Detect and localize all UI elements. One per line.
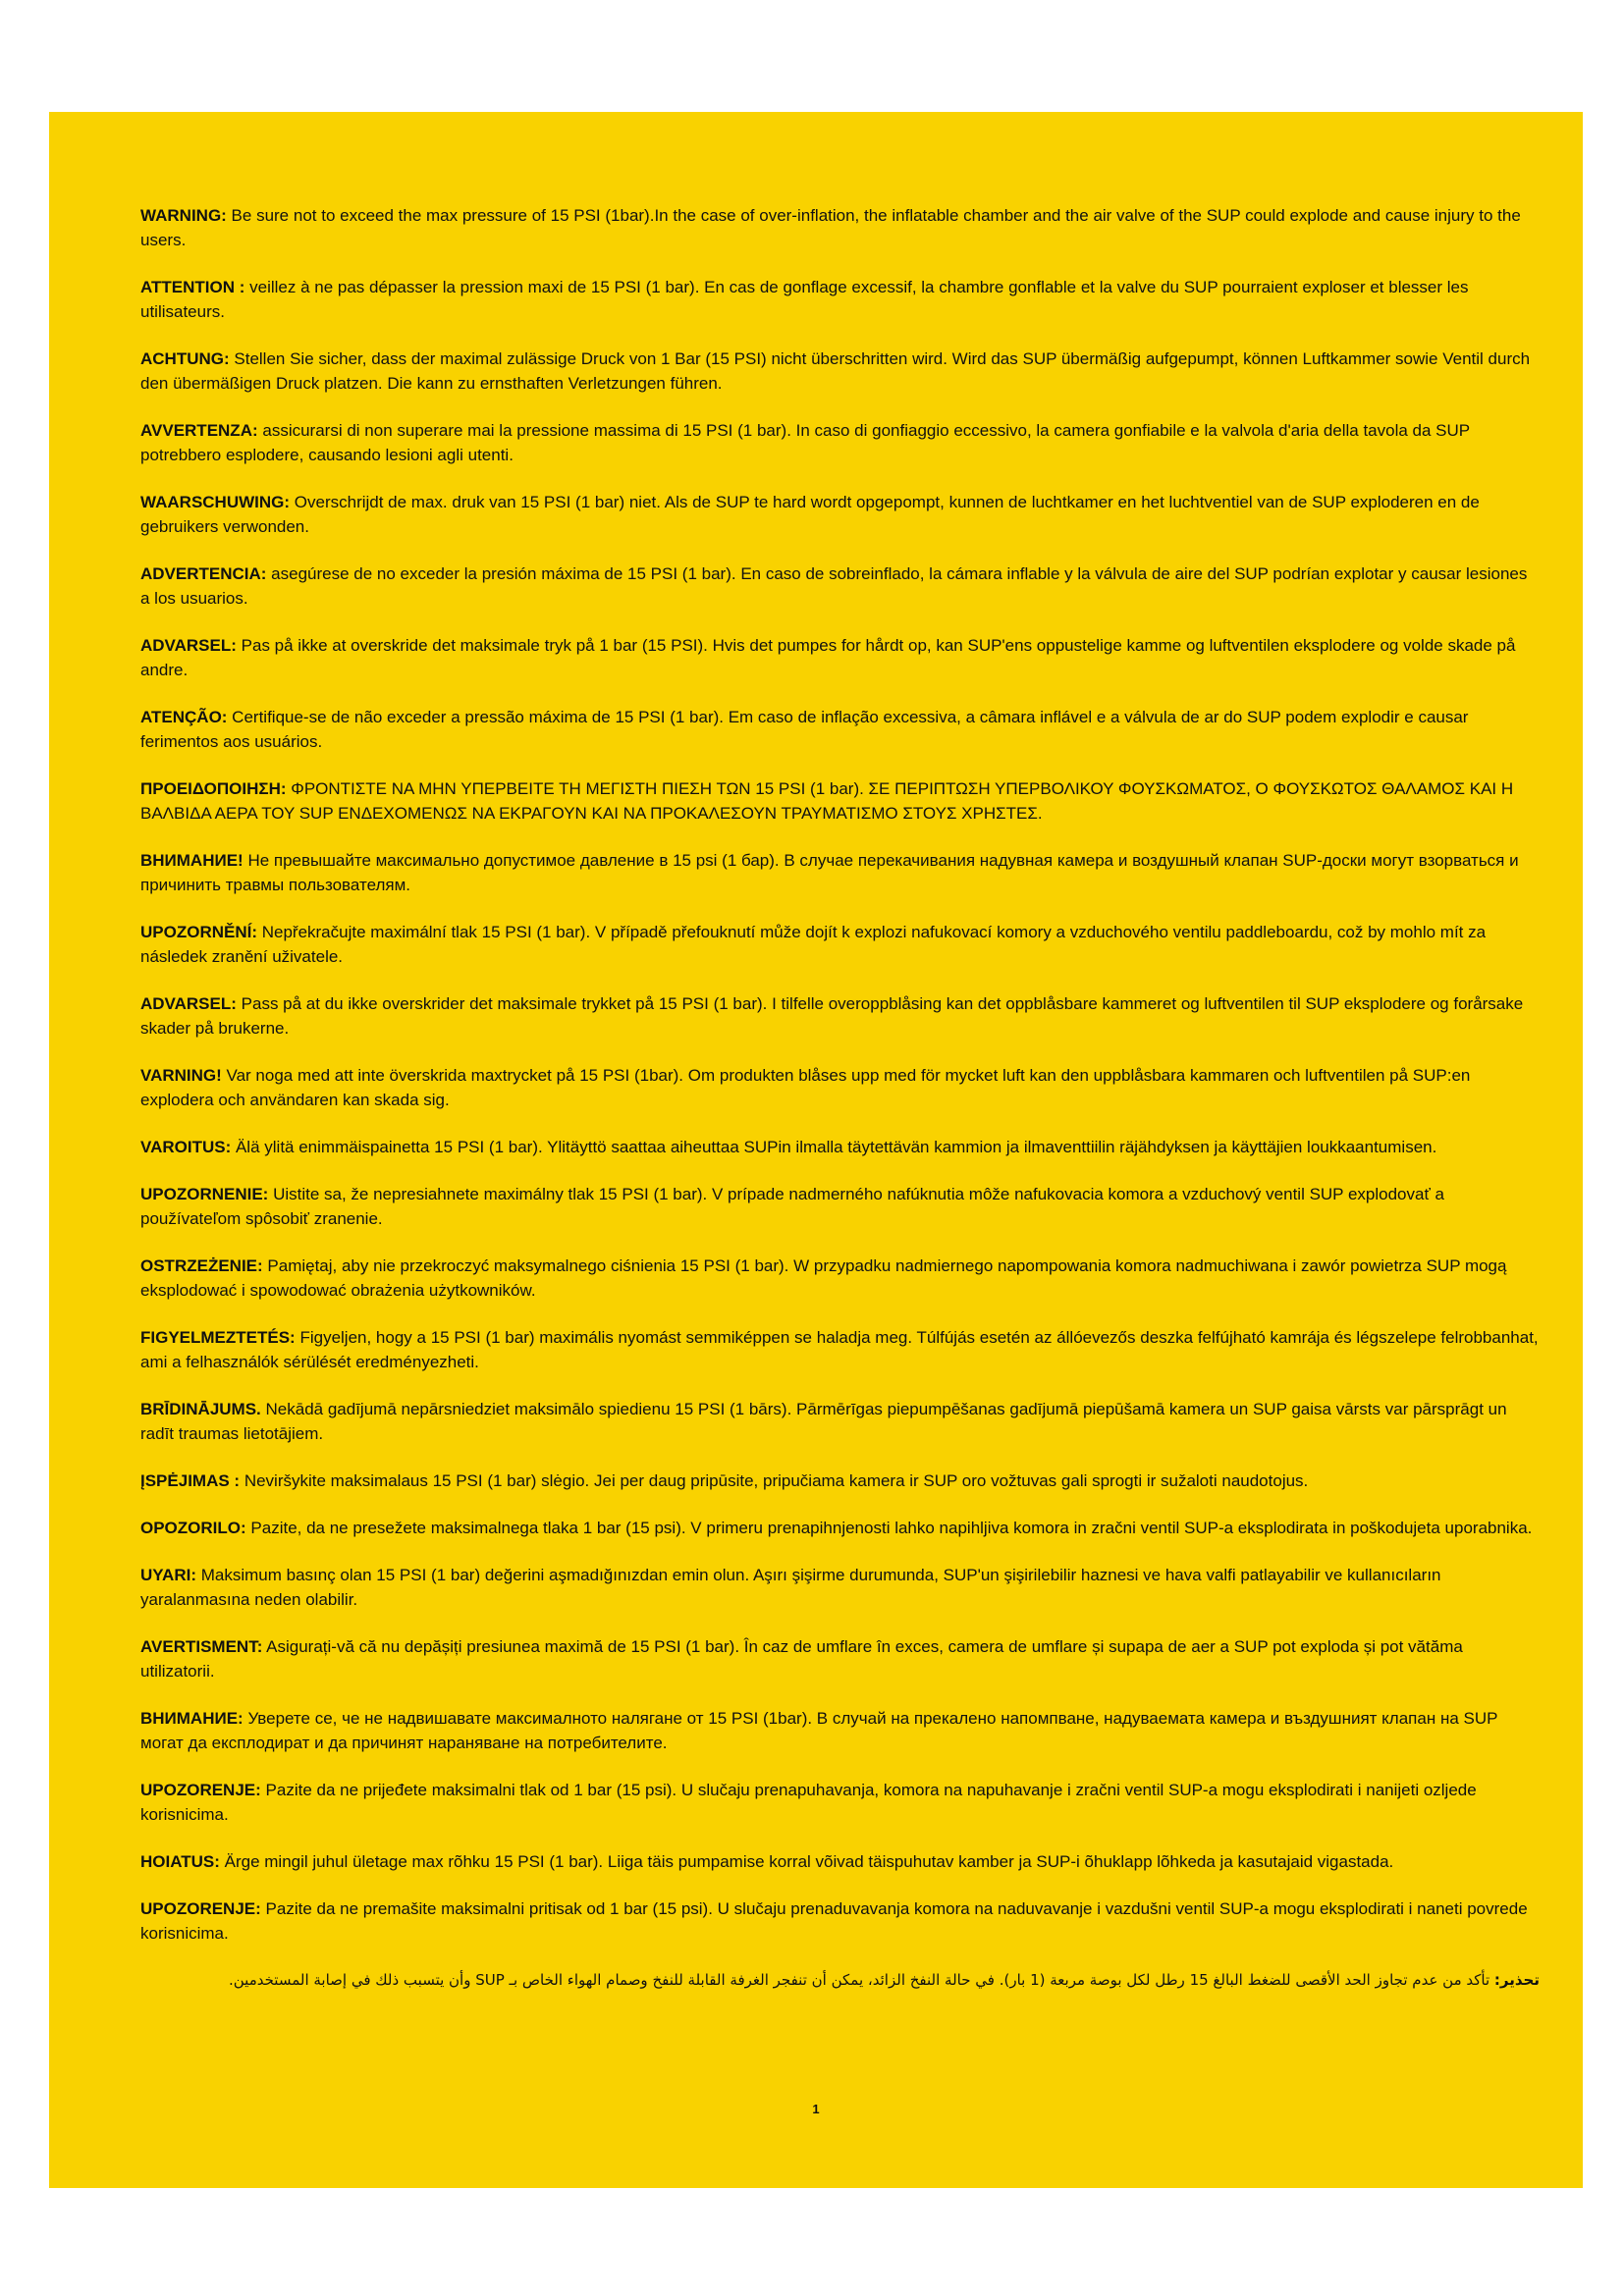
warning-text: Certifique-se de não exceder a pressão máxima de 15 PSI (1 bar). Em caso de inflação excessiva, a câmara inflável e a válvula de ar do SUP podem explodir e causar ferimentos aos usuários. — [140, 708, 1469, 751]
yellow-page-panel — [49, 112, 1583, 2188]
warning-text: Overschrijdt de max. druk van 15 PSI (1 bar) niet. Als de SUP te hard wordt opgepompt, kunnen de luchtkamer en het luchtventiel van de SUP exploderen en de gebruikers verwonden. — [140, 493, 1480, 536]
warning-et — [140, 1849, 1540, 1874]
warning-text: Asigurați-vă că nu depășiți presiunea maximă de 15 PSI (1 bar). În caz de umflare în exces, camera de umflare și supapa de aer a SUP pot exploda și pot vătăma utilizatorii. — [140, 1637, 1463, 1681]
warning-text: Pass på at du ikke overskrider det maksimale trykket på 15 PSI (1 bar). I tilfelle overoppblåsing kan det oppblåsbare kammeret og luftventilen til SUP eksplodere og forårsake skader på brukerne. — [140, 994, 1524, 1038]
warning-da — [140, 633, 1540, 682]
warning-cs — [140, 920, 1540, 969]
warning-text: Uistite sa, že nepresiahnete maximálny tlak 15 PSI (1 bar). V prípade nadmerného nafúknutia môže nafukovacia komora a vzduchový ventil SUP explodovať a používateľom spôsobiť zranenie. — [140, 1185, 1444, 1228]
warning-text: Pazite, da ne presežete maksimalnega tlaka 1 bar (15 psi). V primeru prenapihnjenosti lahko napihljiva komora in zračni ventil SUP-a eksplodirata in poškodujeta uporabnika. — [245, 1519, 1533, 1537]
warning-text: assicurarsi di non superare mai la pressione massima di 15 PSI (1 bar). In caso di gonfiaggio eccessivo, la camera gonfiabile e la valvola d'aria della tavola da SUP potrebbero esplodere, causando lesioni agli utenti. — [140, 421, 1470, 464]
warning-heading: تحذير: — [1493, 1971, 1540, 1989]
warning-fi — [140, 1135, 1540, 1159]
warning-text: Var noga med att inte överskrida maxtrycket på 15 PSI (1bar). Om produkten blåses upp med för mycket luft kan den uppblåsbara kammaren och luftventilen på SUP:en explodera och användaren kan skada sig. — [140, 1066, 1471, 1109]
warning-heading: ADVARSEL: — [140, 994, 237, 1013]
warning-el — [140, 776, 1540, 826]
warning-text: ΦΡΟΝΤΙΣΤΕ ΝΑ ΜΗΝ ΥΠΕΡΒΕΙΤΕ ΤΗ ΜΕΓΙΣΤΗ ΠΙΕΣΗ ΤΩΝ 15 PSI (1 bar). ΣΕ ΠΕΡΙΠΤΩΣΗ ΥΠΕΡΒΟΛΙΚΟΥ ΦΟΥΣΚΩΜΑΤΟΣ, Ο ΦΟΥΣΚΩΤΟΣ ΘΑΛΑΜΟΣ ΚΑΙ Η ΒΑΛΒΙΔΑ ΑΕΡΑ ΤΟΥ SUP ΕΝΔΕΧΟΜΕΝΩΣ ΝΑ ΕΚΡΑΓΟΥΝ ΚΑΙ ΝΑ ΠΡΟΚΑΛΕΣΟΥΝ ΤΡΑΥΜΑΤΙΣΜΟ ΣΤΟΥΣ ΧΡΗΣΤΕΣ. — [140, 779, 1514, 823]
warning-heading: OPOZORILO: — [140, 1519, 246, 1537]
warning-text: Уверете се, че не надвишавате максималното налягане от 15 PSI (1bar). В случай на прекалено напомпване, надуваемата камера и въздушният клапан на SUP могат да експлодират и да причинят нараняване на потребителите. — [140, 1709, 1498, 1752]
warning-lv — [140, 1397, 1540, 1446]
warning-heading: OSTRZEŻENIE: — [140, 1256, 263, 1275]
warning-heading: UPOZORNĚNÍ: — [140, 923, 257, 941]
warning-en — [140, 203, 1540, 252]
warning-fr — [140, 275, 1540, 324]
warning-text: Nepřekračujte maximální tlak 15 PSI (1 bar). V případě přefouknutí může dojít k explozi nafukovací komory a vzduchového ventilu paddleboardu, což by mohlo mít za následek zranění uživatele. — [140, 923, 1487, 966]
warning-heading: VARNING! — [140, 1066, 222, 1085]
warning-text: تأكد من عدم تجاوز الحد الأقصى للضغط البالغ 15 رطل لكل بوصة مربعة (1 بار). في حالة النفخ الزائد، يمكن أن تنفجر الغرفة القابلة للنفخ وصمام الهواء الخاص بـ SUP وأن يتسبب ذلك في إصابة المستخدمين. — [228, 1971, 1494, 1989]
warning-hu — [140, 1325, 1540, 1374]
warning-text: Stellen Sie sicher, dass der maximal zulässige Druck von 1 Bar (15 PSI) nicht überschritten wird. Wird das SUP übermäßig aufgepumpt, können Luftkammer sowie Ventil durch den übermäßigen Druck platzen. Die kann zu ernsthaften Verletzungen führen. — [140, 349, 1531, 393]
warning-lt — [140, 1468, 1540, 1493]
warning-heading: ΠΡΟΕΙΔΟΠΟΙΗΣΗ: — [140, 779, 287, 798]
warning-heading: WARNING: — [140, 206, 227, 225]
warning-nl — [140, 490, 1540, 539]
warning-heading: ВНИМАНИЕ: — [140, 1709, 244, 1728]
warning-hr — [140, 1778, 1540, 1827]
warning-ar — [140, 1968, 1540, 1993]
warning-heading: FIGYELMEZTETÉS: — [140, 1328, 296, 1347]
warning-text: Nekādā gadījumā nepārsniedziet maksimālo spiedienu 15 PSI (1 bārs). Pārmērīgas piepumpēšanas gadījumā piepūšamā kamera un SUP gaisa vārsts var pārsprāgt un radīt traumas lietotājiem. — [140, 1400, 1507, 1443]
warning-sk — [140, 1182, 1540, 1231]
warning-heading: UPOZORENJE: — [140, 1899, 261, 1918]
warning-heading: ĮSPĖJIMAS : — [140, 1471, 241, 1490]
warning-sv — [140, 1063, 1540, 1112]
warning-text: Pas på ikke at overskride det maksimale tryk på 1 bar (15 PSI). Hvis det pumpes for hårdt op, kan SUP'ens oppustelige kamme og luftventilen eksplodere og volde skade på andre. — [140, 636, 1516, 679]
warning-text: Ärge mingil juhul ületage max rõhku 15 PSI (1 bar). Liiga täis pumpamise korral võivad täispuhutav kamber ja SUP-i õhuklapp lõhkeda ja kasutajaid vigastada. — [219, 1852, 1394, 1871]
warning-heading: ВНИМАНИЕ! — [140, 851, 244, 870]
warning-text: Figyeljen, hogy a 15 PSI (1 bar) maximális nyomást semmiképpen se haladja meg. Túlfújás esetén az állóevezős deszka felfújható kamrája és légszelepe felrobbanhat, ami a felhasználók sérülését eredményezheti. — [140, 1328, 1539, 1371]
warning-heading: ADVARSEL: — [140, 636, 237, 655]
warning-de — [140, 347, 1540, 396]
warning-it — [140, 418, 1540, 467]
page-number: 1 — [812, 2102, 820, 2116]
warning-no — [140, 991, 1540, 1041]
warning-bg — [140, 1706, 1540, 1755]
warning-tr — [140, 1563, 1540, 1612]
warning-heading: UYARI: — [140, 1566, 196, 1584]
warning-heading: WAARSCHUWING: — [140, 493, 291, 511]
warning-heading: ATENÇÃO: — [140, 708, 228, 726]
warning-heading: ATTENTION : — [140, 278, 245, 296]
warning-text: Pazite da ne prijeđete maksimalni tlak od 1 bar (15 psi). U slučaju prenapuhavanja, komora na napuhavanje i zračni ventil SUP-a mogu eksplodirati i nanijeti ozljede korisnicima. — [140, 1781, 1477, 1824]
warning-text: Älä ylitä enimmäispainetta 15 PSI (1 bar). Ylitäyttö saattaa aiheuttaa SUPin ilmalla täytettävän kammion ja ilmaventtiilin räjähdyksen ja käyttäjien loukkaantumisen. — [231, 1138, 1437, 1156]
warning-heading: VAROITUS: — [140, 1138, 232, 1156]
warning-text: veillez à ne pas dépasser la pression maxi de 15 PSI (1 bar). En cas de gonflage excessif, la chambre gonflable et la valve du SUP pourraient exploser et blesser les utilisateurs. — [140, 278, 1469, 321]
warning-text: Be sure not to exceed the max pressure of 15 PSI (1bar).In the case of over-inflation, the inflatable chamber and the air valve of the SUP could explode and cause injury to the users. — [140, 206, 1521, 249]
warning-sl — [140, 1516, 1540, 1540]
warning-text: asegúrese de no exceder la presión máxima de 15 PSI (1 bar). En caso de sobreinflado, la cámara inflable y la válvula de aire del SUP podrían explotar y causar lesiones a los usuarios. — [140, 564, 1528, 608]
warning-heading: BRĪDINĀJUMS. — [140, 1400, 261, 1418]
warning-heading: ADVERTENCIA: — [140, 564, 267, 583]
warning-text: Maksimum basınç olan 15 PSI (1 bar) değerini aşmadığınızdan emin olun. Aşırı şişirme durumunda, SUP'un şişirilebilir haznesi ve hava valfi patlayabilir ve kullanıcıların yaralanmasına neden olabilir. — [140, 1566, 1441, 1609]
warning-heading: AVERTISMENT: — [140, 1637, 263, 1656]
warning-pl — [140, 1254, 1540, 1303]
warning-pt — [140, 705, 1540, 754]
warning-heading: UPOZORENJE: — [140, 1781, 261, 1799]
warning-text: Pazite da ne premašite maksimalni pritisak od 1 bar (15 psi). U slučaju prenaduvavanja komora na naduvavanje i vazdušni ventil SUP-a mogu eksplodirati i naneti povrede korisnicima. — [140, 1899, 1528, 1943]
warning-text: Neviršykite maksimalaus 15 PSI (1 bar) slėgio. Jei per daug pripūsite, pripučiama kamera ir SUP oro vožtuvas gali sprogti ir sužaloti naudotojus. — [240, 1471, 1309, 1490]
warning-ro — [140, 1634, 1540, 1683]
warning-heading: AVVERTENZA: — [140, 421, 258, 440]
warning-ru — [140, 848, 1540, 897]
warning-es — [140, 561, 1540, 611]
warning-heading: HOIATUS: — [140, 1852, 220, 1871]
warning-text: Pamiętaj, aby nie przekroczyć maksymalnego ciśnienia 15 PSI (1 bar). W przypadku nadmiernego napompowania komora nadmuchiwana i zawór powietrza SUP mogą eksplodować i spowodować obrażenia użytkowników. — [140, 1256, 1507, 1300]
warning-sr — [140, 1896, 1540, 1946]
warning-text: Не превышайте максимально допустимое давление в 15 psi (1 бар). В случае перекачивания надувная камера и воздушный клапан SUP-доски могут взорваться и причинить травмы пользователям. — [140, 851, 1519, 894]
warning-heading: UPOZORNENIE: — [140, 1185, 269, 1203]
warnings-list — [140, 203, 1540, 2015]
warning-heading: ACHTUNG: — [140, 349, 230, 368]
